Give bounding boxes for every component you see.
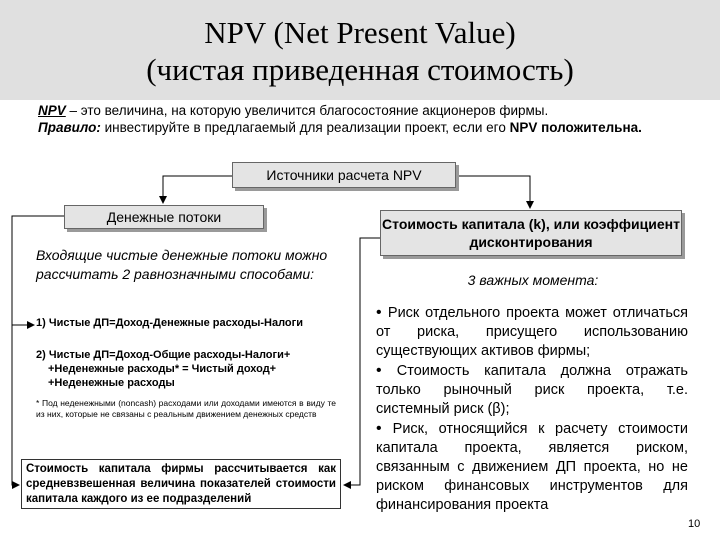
rule-npv: NPV положительна. — [509, 120, 642, 135]
cost-of-capital-box: Стоимость капитала (k), или коэффициент дисконтирования — [380, 210, 682, 256]
npv-term: NPV — [38, 103, 66, 118]
rule-text: инвестируйте в предлагаемый для реализации проект, если его — [100, 120, 510, 135]
point-2: • Стоимость капитала должна отражать только рыночный риск проекта, т.е. системный риск (β); — [376, 362, 688, 417]
npv-sources-box: Источники расчета NPV — [232, 162, 456, 188]
method-1: 1) Чистые ДП=Доход-Денежные расходы-Налоги — [36, 317, 303, 329]
method-2-line-2: +Неденежные расходы* = Чистый доход+ — [48, 363, 277, 375]
connector-to-cash-flows — [163, 176, 232, 203]
bullet-icon: • — [376, 420, 393, 437]
incoming-cash-flows-text: Входящие чистые денежные потоки можно рассчитать 2 равнозначными способами: — [36, 247, 328, 282]
rule-term: Правило: — [38, 120, 101, 135]
point-1: • Риск отдельного проекта может отличаться от риска, присущего использованию существующих активов фирмы; — [376, 304, 688, 359]
cash-flows-box: Денежные потоки — [64, 205, 264, 229]
page-number: 10 — [688, 518, 701, 530]
footnote: * Под неденежными (noncash) расходами или доходами имеются в виду те из них, которые не связаны с реальным движением денежных средств — [36, 398, 336, 419]
wacc-box: Стоимость капитала фирмы рассчитывается как средневзвешенная величина показателей стоимости капитала каждого из ее подразделений — [21, 459, 341, 509]
three-points-list — [376, 303, 688, 515]
three-points-heading: 3 важных момента: — [467, 272, 599, 288]
title-line-2: (чистая приведенная стоимость) — [146, 52, 574, 87]
npv-definition: – это величина, на которую увеличится благосостояние акционеров фирмы. — [65, 103, 549, 118]
connector-to-cost-of-capital — [456, 176, 530, 208]
bullet-icon: • — [376, 362, 397, 379]
bullet-icon: • — [376, 304, 388, 321]
method-2 — [36, 348, 334, 390]
bracket-right — [344, 238, 380, 485]
point-3: • Риск, относящийся к расчету стоимости капитала проекта, является риском, связанным с движением ДП проекта, но не риском финансовых инструментов для финансирования проекта — [376, 420, 689, 513]
method-2-line-1: 2) Чистые ДП=Доход-Общие расходы-Налоги+ — [36, 349, 291, 361]
title-line-1: NPV (Net Present Value) — [204, 15, 516, 50]
method-2-line-3: +Неденежные расходы — [48, 377, 175, 389]
